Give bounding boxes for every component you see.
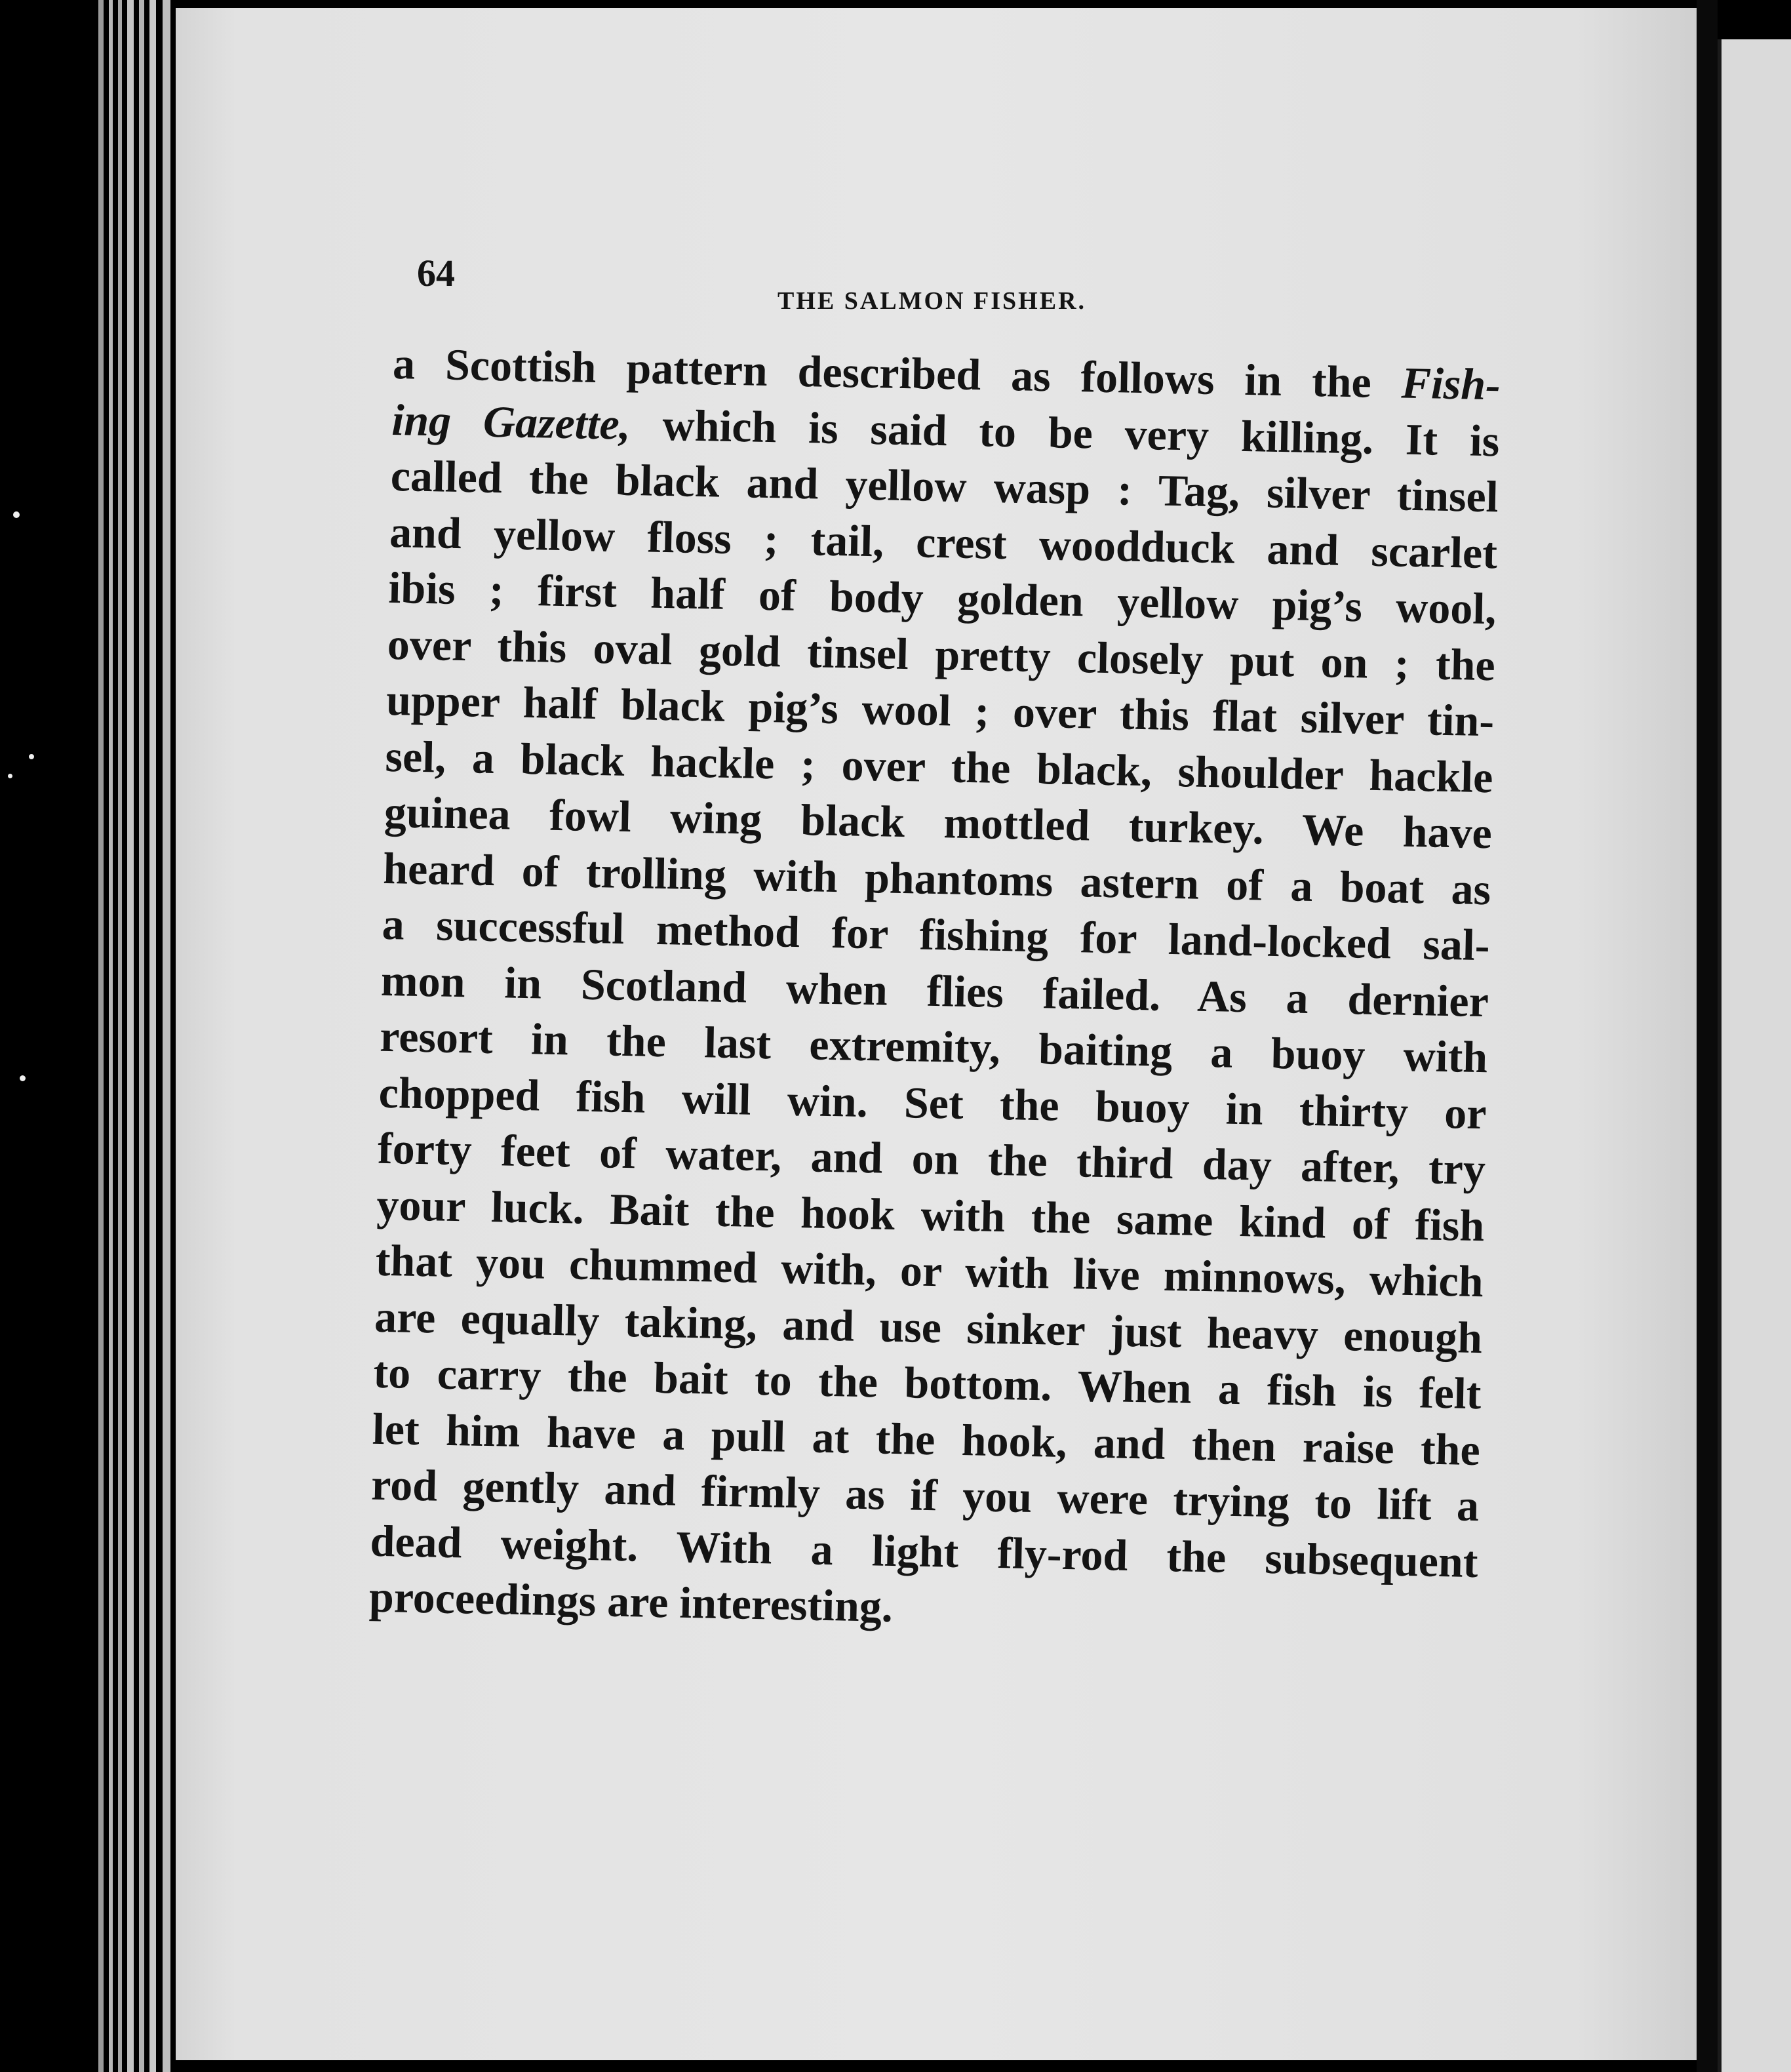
running-head: THE SALMON FISHER. <box>777 287 1087 315</box>
page-edge <box>149 0 156 2072</box>
text-line: rod gently and firmly as if you were trying to lift a <box>370 1459 1480 1531</box>
text-line: and yellow floss ; tail, crest woodduck and scarlet <box>389 506 1498 578</box>
italic-text-span: ing Gazette, <box>391 394 631 449</box>
text-line: dead weight. With a light fly-rod the subsequent <box>369 1515 1479 1587</box>
text-line: proceedings are interesting. <box>368 1571 894 1631</box>
scan-speck <box>29 754 34 759</box>
text-line: a successful method for fishing for land-locked sal- <box>382 898 1491 970</box>
scan-speck <box>13 511 20 518</box>
text-line: guinea fowl wing black mottled turkey. We have <box>384 786 1493 858</box>
page-edge <box>109 0 113 2072</box>
text-line: are equally taking, and use sinker just heavy enough <box>374 1291 1483 1363</box>
text-line: sel, a black hackle ; over the black, shoulder hackle <box>384 730 1494 802</box>
text-line: over this oval gold tinsel pretty closely put on ; the <box>387 618 1496 690</box>
page-edge <box>118 0 122 2072</box>
text-line: to carry the bait to the bottom. When a fish is felt <box>372 1347 1482 1419</box>
body-text <box>368 336 1501 1646</box>
text-line: heard of trolling with phantoms astern of a boat as <box>382 843 1491 914</box>
text-line: ibis ; first half of body golden yellow pig’s wool, <box>387 562 1497 634</box>
page-edge <box>163 0 170 2072</box>
page-edge <box>139 0 144 2072</box>
text-line: forty feet of water, and on the third day after, try <box>377 1123 1486 1195</box>
text-line: that you chummed with, or with live minnows, which <box>375 1235 1484 1307</box>
text-span: a Scottish pattern described as follows in the <box>392 338 1402 408</box>
text-line: chopped fish will win. Set the buoy in thirty or <box>378 1067 1487 1138</box>
text-line: your luck. Bait the hook with the same kind of fish <box>376 1179 1485 1250</box>
text-line: let him have a pull at the hook, and then raise the <box>372 1403 1481 1475</box>
text-span: which is said to be very killing. It is <box>630 399 1500 466</box>
scan-speck <box>20 1075 26 1081</box>
facing-page-edge <box>1718 39 1791 2072</box>
page-gutter <box>1697 0 1718 2072</box>
text-line: called the black and yellow wasp : Tag, silver tinsel <box>390 450 1499 522</box>
text-line: upper half black pig’s wool ; over this flat silver tin- <box>385 674 1495 746</box>
italic-text-span: Fish- <box>1400 357 1501 410</box>
page-number: 64 <box>417 252 455 294</box>
text-line: mon in Scotland when flies failed. As a dernier <box>380 955 1489 1026</box>
page-edge <box>127 0 134 2072</box>
scan-speck <box>8 774 12 778</box>
page-edge <box>98 0 104 2072</box>
text-line: resort in the last extremity, baiting a buoy with <box>379 1010 1488 1083</box>
